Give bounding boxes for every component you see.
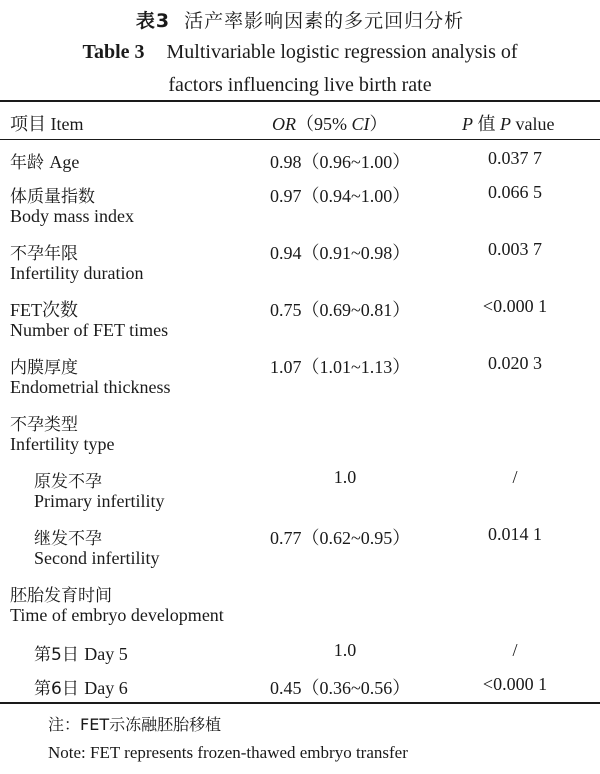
table-row-bmi: 体质量指数 Body mass index 0.97（0.94~1.00） 0.066 5	[10, 182, 542, 226]
table-label-cn: 表3	[135, 10, 171, 32]
table-title-cn-text: 活产率影响因素的多元回归分析	[184, 10, 465, 32]
table-row-age: 年龄 Age 0.98（0.96~1.00） 0.037 7	[10, 148, 542, 173]
table-bottom-rule	[0, 702, 600, 704]
table-row-day6: 第6日 Day 6 0.45（0.36~0.56） <0.000 1	[34, 674, 548, 699]
table-row-second-infertility: 继发不孕 Second infertility 0.77（0.62~0.95） 0.014 1	[34, 524, 542, 568]
header-or: OR（95% CI）	[272, 114, 388, 134]
table-row-infertility-duration: 不孕年限 Infertility duration 0.94（0.91~0.98） 0.003 7	[10, 239, 542, 283]
table-row-day5: 第5日 Day 5 1.0 /	[34, 640, 518, 665]
note-en: Note: FET represents frozen-thawed embryo transfer	[48, 743, 408, 762]
header-p-value: P 值 P value	[462, 114, 555, 134]
table-title-cn	[0, 6, 600, 33]
table-title-en	[0, 36, 600, 102]
table-header-rule	[0, 139, 600, 140]
table-row-endometrial-thickness: 内膜厚度 Endometrial thickness 1.07（1.01~1.13） 0.020 3	[10, 353, 542, 397]
note-cn: 注：FET示冻融胚胎移植	[48, 715, 222, 734]
table-title-en-line1: Multivariable logistic regression analysis of	[166, 41, 518, 63]
header-item: 项目 Item	[10, 114, 84, 134]
table-title-en-line2: factors influencing live birth rate	[168, 74, 432, 96]
table-top-rule	[0, 100, 600, 102]
table-row-primary-infertility: 原发不孕 Primary infertility 1.0 /	[34, 467, 518, 511]
table-row-infertility-type: 不孕类型 Infertility type	[10, 415, 115, 454]
table-row-embryo-development: 胚胎发育时间 Time of embryo development	[10, 586, 224, 625]
table-label-en: Table 3	[82, 41, 145, 63]
table-row-fet-times: FET次数 Number of FET times 0.75（0.69~0.81） <0.000 1	[10, 296, 548, 340]
